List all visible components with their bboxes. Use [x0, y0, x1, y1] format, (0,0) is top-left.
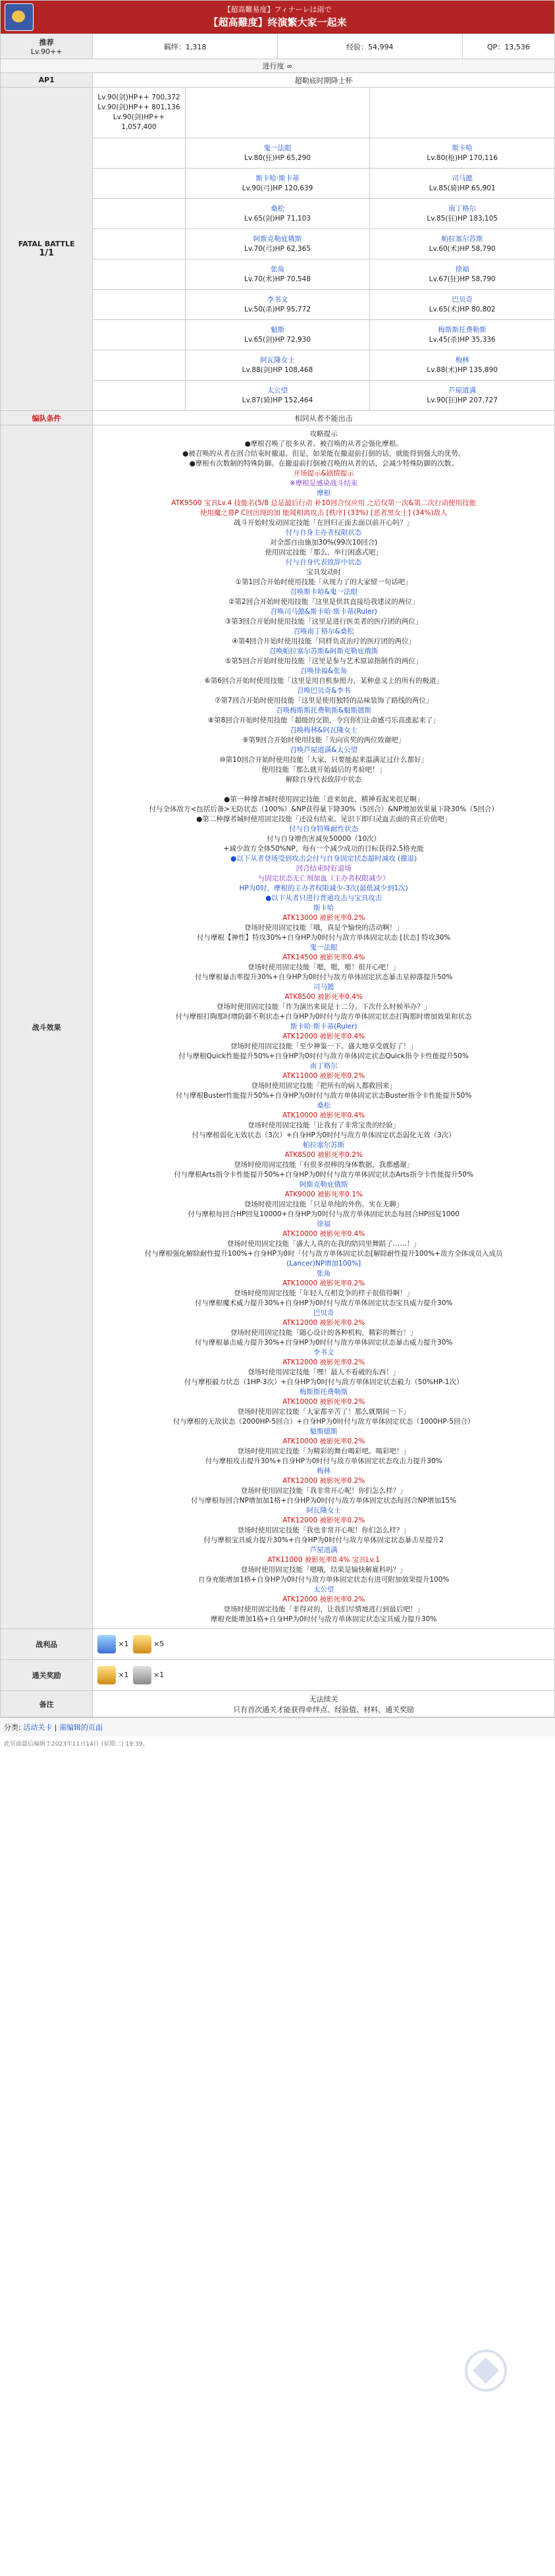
effect-line: 登场时使用固定技能「嗯哦，结果是愉快解雇科吗？」	[240, 1566, 407, 1574]
effect-line: ⑩第10回合开始时使用技能「大家，只要能起来温满足过什么都好」	[219, 756, 429, 764]
effect-line: 付与自身代表致辞中状态	[285, 558, 362, 566]
effect-line: 付与摩根Buster性能提升50%+自身HP为0时付与敌方单体固定状态Buster指令卡性能提升50%	[176, 1092, 472, 1100]
remarks-label: 备注	[1, 1691, 93, 1717]
effect-line: 使用魔之幕P C回出现的加 能闻相离攻击 [秩序] (33%) [恶者黑女士] (34%)敌人	[199, 509, 448, 517]
enemy-name[interactable]: 太公望	[267, 386, 288, 394]
effect-line: 登场时使用固定技能「大家都辛苦了！那么就期间一下」	[237, 1408, 410, 1416]
enemy-stat: Lv.90(弓)HP 120,639	[242, 184, 313, 192]
effect-line: ⑥第6回合开始时使用技能「这里是用自机参照力，某种意义上的所有的极道」	[204, 677, 443, 685]
effect-line: 阿斯克勒庇俄斯	[299, 1181, 348, 1189]
empty-slot	[93, 169, 185, 199]
enemy-cell	[185, 350, 370, 381]
enemy-cell	[370, 290, 555, 320]
category-separator: |	[54, 1723, 57, 1732]
qp-label: QP	[487, 42, 498, 51]
effect-line: 鬼一法眼	[309, 944, 338, 952]
effect-line: ●第二种撑者城时使用固定技能「还没有结束。见识下即归灵血去面的真正价值吧」	[196, 815, 452, 823]
exp-value: 54,994	[368, 42, 394, 51]
enemy-cell	[185, 320, 370, 350]
category-link-needs-edit[interactable]: 需编辑的页面	[59, 1723, 103, 1732]
boss-hp-3: Lv.90(剑)HP++ 1,057,400	[113, 113, 165, 131]
enemy-cell	[370, 169, 555, 199]
first-clear-cell	[93, 1660, 555, 1691]
effect-line: 付与摩根的无敌状态（2000HP-5回合）+自身HP为0时付与敌方单体固定状态（1000HP-5回合）	[172, 1418, 475, 1426]
effect-line: 付与摩根弱化无效状态（3次）+自身HP为0时付与敌方单体固定状态弱化无效（3次）	[192, 1131, 456, 1139]
effect-line: ④第4回合开始时使用技能「同样负责治疗的医疗团的两位」	[232, 637, 415, 645]
effect-line: 召唤司马懿&斯卡哈·斯卡蒂(Ruler)	[270, 608, 377, 616]
empty-slot	[93, 290, 185, 320]
effect-line: ●以下从者只进行普通攻击与宝具攻击	[265, 894, 383, 902]
effect-line: ATK10000 被影死率0.2%	[282, 1437, 365, 1445]
enemy-name[interactable]: 桑松	[270, 204, 284, 213]
enemy-name[interactable]: 芦屋道满	[448, 386, 477, 394]
reward-item-icon[interactable]	[97, 1666, 116, 1684]
enemy-name[interactable]: 斯卡哈·斯卡蒂	[255, 174, 300, 182]
drop-item-icon[interactable]	[133, 1635, 151, 1653]
effect-line: ●被召唤的从者在回合结束时撤退。但是，如果能在撤退前打倒的话，就能得到强大的优势。	[182, 450, 465, 458]
effect-line: ATK12000 被影死率0.2%	[282, 1477, 365, 1485]
effect-line: 登场时使用固定技能「我也非常开心呢！你们怎么样？」	[237, 1526, 410, 1534]
empty-slot	[93, 138, 185, 169]
enemy-stat: Lv.65(术)HP 80,802	[429, 305, 496, 313]
qp-value: 13,536	[504, 42, 530, 51]
enemy-stat: Lv.45(杀)HP 35,336	[429, 335, 496, 344]
enemy-name[interactable]: 巴贝奇	[452, 295, 473, 304]
enemy-name[interactable]: 阿斯克勒庇俄斯	[253, 234, 302, 243]
enemy-name[interactable]: 帕拉塞尔苏斯	[441, 234, 483, 243]
effect-line: ⑧第8回合开始时使用技能「超级的交锁，令宫你们让命感弓乐高涨起来了」	[207, 716, 440, 724]
effect-line: 梅林	[317, 1467, 331, 1475]
enemy-name[interactable]: 李书文	[267, 295, 288, 304]
effect-line: 付与摩根宝具威力提升30%+自身HP为0时付与敌方单体固定状态暴击星提升2	[203, 1536, 444, 1544]
effect-line: 登场时使用固定技能「哦，真是个愉快的活动啊！」	[244, 924, 404, 932]
effect-line: ATK14500 被影死率0.4%	[282, 953, 365, 961]
effect-line: 登场时使用固定技能「我非常开心呢！你们怎么样？」	[240, 1487, 407, 1495]
condition-value: 相同从者不能出击	[93, 411, 555, 425]
first-clear-label: 通关奖励	[1, 1660, 93, 1691]
effect-line: ⑤第5回合开始时使用技能「这里是参与艺术原谅指制作的两位」	[225, 657, 423, 665]
effect-line: 付与自身主办者权限状态	[285, 529, 362, 537]
enemy-cell	[185, 381, 370, 411]
effect-line: ATK13000 被影死率0.2%	[282, 914, 365, 922]
effect-line: 付与摩根每回合NP增加加1格+自身HP为0时付与敌方单体固定状态每回合NP增加15%	[191, 1497, 457, 1505]
effect-line: 阿瓦隆女士	[306, 1507, 341, 1515]
empty-slot	[93, 259, 185, 290]
effect-line	[98, 785, 549, 795]
effect-line: 登场时使用固定技能「盛大人真的在我的陪同里舞蹈了……！」	[226, 1240, 421, 1248]
enemy-stat: Lv.90(狂)HP 207,727	[427, 396, 498, 404]
progress-row: 进行度 ∞	[1, 59, 555, 73]
effect-line: 召唤帕拉塞尔苏斯&阿斯克勒庇俄斯	[269, 647, 379, 655]
effect-line: 付与摩根毅力状态（1HP-3次）+自身HP为0时付与敌方单体固定状态毅力（50%HP-1次）	[184, 1378, 463, 1386]
effect-line: 登场时使用固定技能「嗯，嗯，嗯！很开心吧！」	[248, 963, 400, 971]
effect-line: 付与摩根打陶那时增防御不利状态+自身HP为0时付与敌方单体固定状态打陶那时增加效果和状态	[175, 1013, 472, 1021]
bond-value: 1,318	[185, 42, 207, 51]
effect-line: 摩根	[317, 489, 331, 497]
boss-cell	[93, 88, 185, 138]
enemy-cell	[185, 138, 370, 169]
category-prefix: 分类:	[4, 1723, 21, 1732]
effect-line: 登场时使用固定技能「为精彩的舞台喝彩吧。喝彩吧！」	[237, 1447, 410, 1455]
effect-line: 登场时使用固定技能「只是单纯的外伤。实在无聊」	[244, 1200, 404, 1208]
effect-line: 斯卡哈	[313, 904, 334, 912]
effect-line: 付与摩根每回合HP回复10000+自身HP为0时付与敌方单体固定状态每回合HP回复1000	[188, 1210, 460, 1218]
effect-line: 登场时使用固定技能「随心设计的各种机构，精彩的舞台！」	[230, 1329, 417, 1337]
effect-line: ATK12000 被影死率0.2%	[282, 1596, 365, 1603]
effect-line: ※摩根是感染战斗结束	[290, 479, 358, 487]
enemy-cell	[185, 199, 370, 229]
effect-line: ●以下从者登场受到攻击会付与自身固定状态超时减攻 (撤退)	[230, 855, 417, 863]
enemy-stat: Lv.70(弓)HP 62,365	[244, 244, 311, 253]
remarks-cell	[93, 1691, 555, 1717]
effect-line: 召唤芦屋道满&太公望	[290, 746, 357, 754]
effect-line: 回合结束时好退场	[296, 865, 352, 872]
empty-slot	[93, 381, 185, 411]
watermark-logo-icon	[443, 2344, 529, 2403]
drop-count: ×5	[153, 1640, 165, 1648]
drops-label: 战利品	[1, 1629, 93, 1660]
enemy-stat: Lv.50(杀)HP 95,772	[244, 305, 311, 313]
effect-line: ATK10000 被影死率0.4%	[282, 1230, 365, 1238]
enemy-name[interactable]: 张角	[270, 265, 284, 273]
enemy-cell	[370, 259, 555, 290]
battle-count: 1/1	[39, 248, 55, 258]
recommend-level: Lv.90++	[30, 47, 63, 56]
empty-slot	[93, 350, 185, 381]
effect-line: ATK8500 被影死率0.2%	[284, 1151, 363, 1159]
boss-hp-2: Lv.90(剑)HP++ 801,136	[97, 103, 180, 111]
enemy-stat: Lv.85(骑)HP 65,901	[429, 184, 496, 192]
effect-line: 付与摩根魔术威力提升30%+自身HP为0时付与敌方单体固定状态宝具威力提升30%	[194, 1299, 453, 1307]
effect-line: 解除自身代表致辞中状态	[285, 776, 362, 784]
remarks-line: 只有首次通关才能获得牵绊点、经验值、材料、通关奖励	[233, 1705, 415, 1714]
effect-line: 登场时使用固定技能「把所有的病人都救回来」	[251, 1082, 396, 1090]
effect-line: 付与摩根强化解除耐性提升100%+自身HP为0时「付与敌方单体固定状态[解除耐性提升100%+敌方全体成员入成员	[144, 1250, 503, 1258]
category-bar	[0, 1717, 555, 1736]
enemy-name[interactable]: 南丁格尔	[448, 204, 477, 213]
recommend-label: 推荐	[39, 38, 54, 47]
enemy-stat: Lv.70(术)HP 70,548	[244, 275, 311, 283]
empty-slot	[93, 320, 185, 350]
drop-count: ×1	[118, 1640, 129, 1648]
enemy-cell	[185, 290, 370, 320]
effect-line: ATK9000 被影死率0.1%	[284, 1191, 363, 1198]
enemy-stat: Lv.65(剑)HP 71,103	[244, 214, 311, 223]
effect-line: 张角	[317, 1270, 331, 1277]
battle-label: FATAL BATTLE	[18, 240, 75, 248]
enemy-stat: Lv.87(骑)HP 152,464	[242, 396, 313, 404]
effect-line: ②第2回合开始时使用技能「这里是供其直接给我建议的两位」	[228, 598, 419, 606]
effect-line: 桑松	[317, 1102, 331, 1110]
effect-line: (Lancer)NP增加100%]	[286, 1260, 361, 1268]
effect-line: 召唤梅斯斯托费勒斯&魁斯德斯	[276, 707, 371, 714]
quest-header	[1, 1, 555, 34]
effect-line: 登场时使用固定技能「有很多很棒的身体数据，我都感谢」	[234, 1161, 414, 1169]
effect-line: 李书文	[313, 1349, 334, 1356]
effect-line: 徐福	[317, 1220, 331, 1228]
effect-line: ATK12000 被影死率0.2%	[282, 1516, 365, 1524]
exp-cell: 经验：54,994	[277, 34, 462, 59]
reward-count: ×1	[118, 1671, 129, 1679]
enemy-stat: Lv.85(狂)HP 183,105	[427, 214, 498, 223]
effect-line: ●第一种撑者城时使用固定技能「意来如此，精神看起来很足啊」	[224, 795, 424, 803]
effect-line: ⑨第9回合开始时使用技能「先向宾奖的两位致谢吧」	[242, 736, 406, 744]
exp-label: 经验	[346, 42, 361, 51]
enemy-stat: Lv.65(剑)HP 72,930	[244, 335, 311, 344]
effect-line: ●摩根召唤了很多从者。被召唤的从者会强化摩根。	[244, 440, 403, 448]
effect-line: 登场时使用固定技能「至少神鉴一下。盛大地享受就好了！」	[230, 1042, 417, 1050]
enemy-name[interactable]: 司马懿	[452, 174, 473, 182]
enemy-name[interactable]: 阿瓦隆女士	[260, 356, 295, 364]
remarks-line: 无法续关	[309, 1694, 338, 1704]
effect-line: 自身充能增加1格+自身HP为0时付与敌方单体固定状态有进可附加效果提升100%	[198, 1576, 450, 1584]
enemy-stat: Lv.80(枪)HP 170,116	[427, 153, 498, 162]
empty-slot	[93, 199, 185, 229]
battle-effects	[93, 425, 555, 1629]
effect-line: ATK8500 被影死率0.4%	[284, 993, 363, 1001]
effect-line: 登场时使用固定技能「嘿！最人不看破的东西！」	[248, 1368, 400, 1376]
effect-line: 对全部自由施加30%(99次10回合)	[270, 539, 378, 547]
effect-line: 芦屋道满	[309, 1546, 338, 1554]
effect-line: 太公望	[313, 1586, 334, 1594]
effect-line: ATK11000 被影死率0.4% 宝具Lv.1	[267, 1556, 380, 1564]
category-link-events[interactable]: 活动关卡	[23, 1723, 53, 1732]
effect-line: 召唤梅林&阿瓦隆女士	[290, 726, 357, 734]
enemy-name[interactable]: 梅斯斯托费勒斯	[438, 325, 487, 334]
effect-line: ①第1回合开始时使用技能「从现力了的大家留一句话吧」	[235, 578, 412, 586]
effect-line: 付与摩根暴击率提升30%+自身HP为0时付与敌方单体固定状态暴击星掉落提升50%	[194, 973, 453, 981]
effect-line: 付与摩根【神性】特攻30%+自身HP为0时付与敌方单体固定状态 [状态] 特攻30%	[197, 934, 451, 942]
effect-line: ATK9500 宝具Lv.4 技能名(5/8 总是最后行动 补10回合仅应用 之后仅第一次&第二次行动使用技能	[171, 499, 477, 507]
boss-hp-1: Lv.90(剑)HP++ 700,372	[97, 94, 180, 101]
drop-item-icon[interactable]	[97, 1635, 116, 1653]
effect-line: 付与摩根Quick性能提升50%+自身HP为0时付与敌方单体固定状态Quick指令卡性能提升50%	[178, 1052, 469, 1060]
effect-line: 巴贝奇	[313, 1309, 334, 1317]
enemy-cell	[370, 138, 555, 169]
ap-label: AP1	[1, 73, 93, 88]
effect-line: 召唤巴贝奇&李书	[296, 687, 351, 695]
enemy-cell	[185, 229, 370, 259]
enemy-stat: Lv.67(狂)HP 58,790	[429, 275, 496, 283]
battle-label-cell	[1, 88, 93, 411]
effect-line: 召唤斯卡哈&鬼一法眼	[290, 588, 357, 596]
effect-line: 与固定状态无亡剂加血（主办者权限减少）	[257, 874, 390, 882]
enemy-name[interactable]: 鬼一法眼	[263, 144, 292, 152]
effect-line: ATK10000 被影死率0.4%	[282, 1112, 365, 1119]
effect-line: ●摩根有次数制的特殊防御。在撤退前打倒被召唤的从者的话，会减少特殊防御的次数。	[189, 460, 458, 468]
effect-line: 开场提示&剧情提示	[293, 470, 354, 477]
effect-line: 登场时使用固定技能「作为演出来说是十二分。下次什么时候举办？」	[216, 1003, 431, 1011]
reward-count: ×1	[153, 1671, 165, 1679]
enemy-name[interactable]: 徐福	[455, 265, 469, 273]
effect-line: 召唤南丁格尔&桑松	[293, 628, 354, 635]
ap-value: 超勒底时期降士杯	[93, 73, 555, 88]
effect-line: 登场时使用固定技能「让我有了非常宝贵的经验」	[248, 1121, 400, 1129]
enemy-cell	[185, 259, 370, 290]
effect-line: 付与摩根Arts指令卡性能提升50%+自身HP为0时付与敌方单体固定状态Arts指令卡性能提升50%	[174, 1171, 473, 1179]
effect-line: 使用固定技能「那么，举行困惑式吧」	[265, 549, 383, 556]
bond-label: 羁绊	[163, 42, 178, 51]
effect-line: ATK10000 被影死率0.2%	[282, 1279, 365, 1287]
recommend-cell	[1, 34, 93, 59]
enemy-stat: Lv.88(剑)HP 108,468	[242, 365, 313, 374]
enemy-name[interactable]: 魁斯	[270, 325, 284, 334]
effect-line: +减少敌方全体50%NP，每有一个减少成功的目标获得2.5格充能	[223, 845, 424, 853]
enemy-stat: Lv.80(狂)HP 65,290	[244, 153, 311, 162]
effect-line: 登场时使用固定技能「非得对的，让我们尽情地进行到最后吧！」	[223, 1605, 424, 1613]
enemy-stat: Lv.88(术)HP 135,890	[427, 365, 498, 374]
effect-line: 摩根充能增加1格+自身HP为0时付与敌方单体固定状态宝具威力提升30%	[211, 1615, 437, 1623]
enemy-stat: Lv.60(术)HP 58,790	[429, 244, 496, 253]
effect-line: 战斗开始时发动固定技能「在回归正面去面以前开心吗？」	[234, 519, 414, 527]
effect-line: 斯卡哈·斯卡蒂(Ruler)	[290, 1023, 357, 1031]
effect-line: ③第3回合开始时使用技能「这里是进行医美者的医疗团的两位」	[225, 618, 423, 626]
effect-line: 付与摩根攻击提升30%+自身HP为0时付与敌方单体固定状态攻击力提升30%	[205, 1457, 442, 1465]
effect-line: ⑦第7回合开始时使用技能「这里是使用独特的品味装饰了路线的两位」	[215, 697, 433, 705]
last-edited: 此页面最后编辑于2023年11月14日 (星期二) 19:39。	[4, 1741, 149, 1748]
enemy-name[interactable]: 斯卡哈	[452, 144, 473, 152]
effect-line: ATK12000 被影死率0.2%	[282, 1319, 365, 1327]
reward-item-icon[interactable]	[133, 1666, 151, 1684]
effect-line: 使用技能「那么就开始最后的考验吧！」	[261, 766, 386, 774]
effect-line: 梅斯斯托费勒斯	[299, 1388, 348, 1396]
quest-title: 【超高難度】终演繁大家一起来	[208, 16, 347, 28]
effect-line: 登场时使用固定技能「年轻人互相竞争的样子很值得啊！」	[234, 1289, 414, 1297]
enemy-cell	[370, 320, 555, 350]
effect-line: 南丁格尔	[309, 1062, 338, 1070]
bond-cell: 羁绊：1,318	[93, 34, 278, 59]
enemy-cell	[370, 229, 555, 259]
enemy-cell	[185, 169, 370, 199]
quest-title-jp: 【超高難易度】フィナーレは雨で	[223, 5, 332, 14]
effects-label: 战斗效果	[1, 425, 93, 1629]
enemy-cell	[370, 381, 555, 411]
effect-line: ATK11000 被影死率0.2%	[282, 1072, 365, 1080]
effect-line: HP为0时，摩根的主办者权限减少-3次(最低减少到1次)	[239, 884, 408, 892]
effect-line: 魁斯德斯	[309, 1428, 338, 1436]
enemy-cell	[370, 350, 555, 381]
quest-logo-icon	[5, 3, 34, 31]
effect-line: 攻略提示	[309, 430, 338, 438]
effect-line: 付与全体敌方<包括后备>无防状态（100%）&NP获得量下降30%（5回合）&NP增加效果量下降30%（5回合）	[149, 805, 498, 813]
effect-line: 召唤徐福&张角	[300, 667, 348, 675]
effect-line: ATK12000 被影死率0.2%	[282, 1358, 365, 1366]
effect-line: 付与摩根暴击威力提升30%+自身HP为0时付与敌方单体固定状态暴击威力提升30%	[194, 1339, 453, 1347]
enemy-cell	[370, 199, 555, 229]
empty-slot	[93, 229, 185, 259]
drops-cell	[93, 1629, 555, 1660]
effect-line: 付与自身增伤害减免50000（10次）	[267, 835, 381, 843]
effect-line: 司马懿	[313, 983, 334, 991]
enemy-name[interactable]: 梅林	[455, 356, 469, 364]
effect-line: ATK10000 被影死率0.2%	[282, 1398, 365, 1406]
effect-line: 付与自身特殊耐性状态	[289, 825, 359, 833]
effect-line: 帕拉塞尔苏斯	[303, 1141, 345, 1149]
effect-line: ATK12000 被影死率0.4%	[282, 1033, 365, 1040]
condition-label: 编队条件	[1, 411, 93, 425]
empty-slot	[185, 88, 370, 138]
effect-line: 宝具发动时	[306, 568, 341, 576]
qp-cell: QP：13,536	[462, 34, 554, 59]
empty-slot	[370, 88, 555, 138]
